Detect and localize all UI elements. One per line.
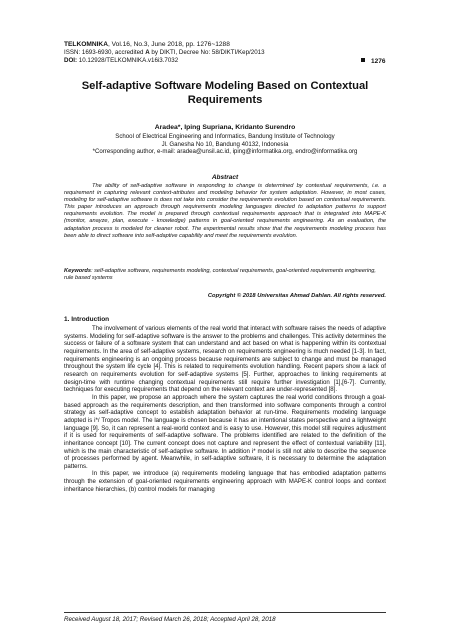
journal-name: TELKOMNIKA [64,41,108,48]
square-bullet-icon [361,58,365,62]
journal-header [64,41,394,65]
received-dates: Received August 18, 2017; Revised March 26, 2018; Accepted April 28, 2018 [64,616,276,623]
corresponding-author-line: *Corresponding author, e-mail: aradea@unsil.ac.id, iping@informatika.org, endro@informatika.org [92,148,358,156]
copyright-notice: Copyright © 2018 Universitas Ahmad Dahlan. All rights reserved. [207,293,386,299]
introduction-body [64,325,386,493]
journal-citation-line [64,41,394,49]
paragraph: The involvement of various elements of the real world that interact with software raises the needs of adaptive systems. Modeling for self-adaptive software is the answer to the problems and challenges. This activity determines the success or failure of a software system that can understand and act based on what is happening within its contextual requirements. In the area of self-adaptive systems, research on requirements engineering is much needed [1-3]. In fact, requirements engineering is an ongoing process because requirements are subject to change and must be managed throughout the system life cycle [4]. This is related to requirements evolution handling. Recent papers show a lack of research on requirements evolution for self-adaptive systems [5]. Further, approaches to linking requirements at design-time with runtime changing contextual requirements still require further investigation [1],[6-7]. Currently, techniques for executing requirements that depend on the relevant context are under-represented [8]. [64,325,386,394]
paper-title: Self-adaptive Software Modeling Based on Contextual Requirements [81,80,369,106]
paragraph: In this paper, we propose an approach where the system captures the real world conditions through a goal-based approach as the requirements description, and then transformed into software components through a control strategy as self-adaptive concept to establish adaptation behavior at run-time. Requirements modeling language adopted is i*/ Tropos model. The language is chosen because it has an intentional states perspective and a lightweight language [9]. So, it can represent a real-world context and is easy to use. However, this model still requires adjustment if it is used for requirements of self-adaptive software. The problems identified are related to the definition of the inheritance concept [10]. The current concept does not capture and represent the effect of contextual variability [11], which is the main characteristic of self-adaptive software. In addition i* model is still not able to describe the sequence of processes performed by agent. Meanwhile, in self-adaptive software, it is necessary to determine the adaptation patterns. [64,393,386,470]
author-affiliation [40,133,410,156]
journal-volume: , Vol.16, No.3, June 2018, pp. 1276~1288 [107,41,230,48]
journal-doi-line: DOI: 10.12928/TELKOMNIKA.v16i3.7032 [64,57,179,65]
keywords [64,268,386,282]
affiliation-line: Jl. Ganesha No 10, Bandung 40132, Indonesia [161,140,289,148]
journal-issn-line: ISSN: 1693-6930, accredited A by DIKTI, Decree No: 58/DIKTI/Kep/2013 [64,49,265,57]
abstract-text: The ability of self-adaptive software in responding to change is determined by contextual requirements, i.e. a requirement in capturing relevant context-atributes and modeling behavior for system adaptation. However, in most cases, modeling for self-adaptive software is does not take into consider the requirements evolution based on contextual requirements. This paper introduces an approach through requirements modeling languages directed to adaptation patterns to support requirements evolution. The model is prepared through contextual requirements approach that is integrated into MAPE-K (monitor, anayze, plan, execute - knowledge) patterns in goal-oriented requirements engineering. As an evaluation, the adaptation process is modeled for cleaner robot. The experimental results show that the requirements modeling process has been able to direct software into self-adaptive capability and meet the requirements evolution. [64,183,386,239]
keywords-text: : self-adaptive software, requirements modeling, contextual requirements, goal-oriented requirements engineering, rule based systems [64,268,376,282]
paragraph: In this paper, we introduce (a) requirements modeling language that has embodied adaptation patterns through the extension of goal-oriented requirements engineering approach with MAPE-K control loops and context inheritance hierarchies, (b) control models for managing [64,470,386,493]
page-number: 1276 [361,58,385,65]
abstract-heading: Abstract [211,174,239,181]
section-heading: 1. Introduction [64,316,110,323]
affiliation-line: School of Electrical Engineering and Informatics, Bandung Institute of Technology [115,133,335,140]
footer-divider [64,612,386,613]
keywords-label: Keywords [64,268,91,274]
paper-authors: Aradea*, Iping Supriana, Kridanto Surendro [154,124,296,131]
